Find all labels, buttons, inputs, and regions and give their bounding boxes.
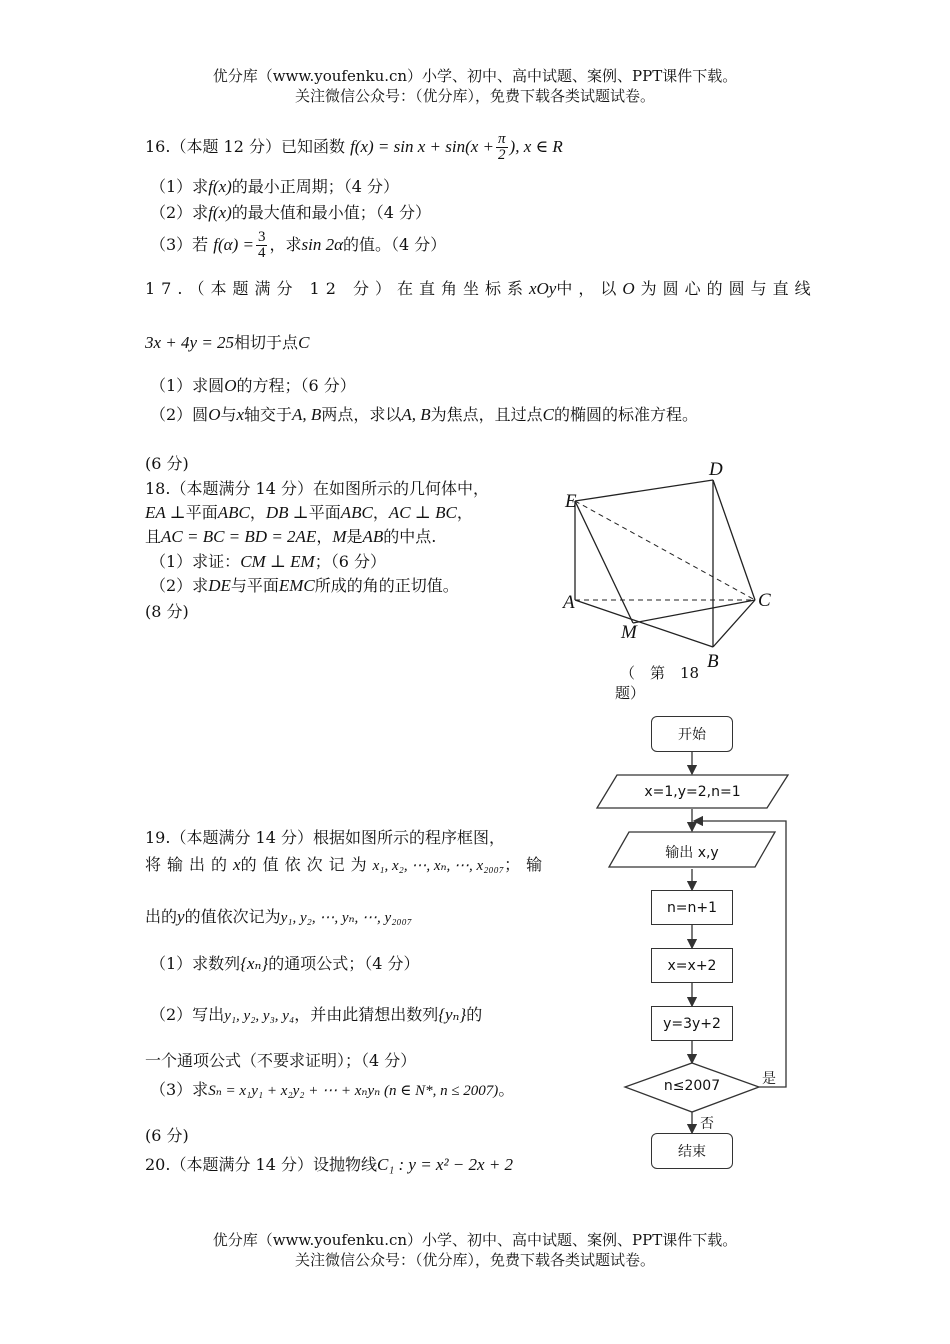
label-m: M: [621, 622, 637, 643]
flowchart-init: x=1,y=2,n=1: [644, 784, 741, 800]
q16-part-1: （1）求f(x)的最小正周期；（4 分）: [150, 177, 400, 196]
label-c: C: [758, 590, 771, 611]
q17-stem: 17.（本题满分 12 分）在直角坐标系xOy中，以O为圆心的圆与直线: [145, 279, 817, 298]
flowchart-condition: n≤2007: [663, 1078, 721, 1094]
flowchart-step-y: y=3y+2: [651, 1006, 733, 1041]
q19-stem-2: 将输出的x的值依次记为x₁, x₂, ⋯, xₙ, ⋯, x₂₀₀₇；输: [145, 855, 549, 874]
figure-caption-1: （ 第 18: [620, 664, 700, 682]
header-line-2: 关注微信公众号：（优分库），免费下载各类试题试卷。: [294, 87, 655, 105]
label-b: B: [707, 651, 719, 672]
q16-stem: 16.（本题 12 分）已知函数 f(x) = sin x + sin(x + $\frac{\pi}{2}$ ), x ∈ R: [145, 131, 563, 163]
q17-score: (6 分): [145, 454, 189, 473]
q19-part-3: （3）求Sₙ = x₁y₁ + x₂y₂ + ⋯ + xₙyₙ (n ∈ N*, n ≤ 2007)。: [150, 1080, 515, 1099]
q19-part-2-cont: 一个通项公式（不要求证明）；（4 分）: [145, 1051, 417, 1070]
figure-caption-2: 题）: [615, 684, 646, 702]
flowchart-end: 结束: [651, 1133, 733, 1169]
q20-stem: 20.（本题满分 14 分）设抛物线C₁ : y = x² − 2x + 2: [145, 1155, 514, 1174]
q18-stem-3: 且AC = BC = BD = 2AE，M是AB的中点.: [145, 527, 437, 546]
q18-score: (8 分): [145, 602, 189, 621]
flowchart-yes-label: 是: [762, 1071, 776, 1087]
label-d: D: [709, 459, 723, 480]
q17-stem-2: 3x + 4y = 25相切于点C: [145, 333, 310, 352]
q19-stem-3: 出的y的值依次记为y₁, y₂, ⋯, yₙ, ⋯, y₂₀₀₇: [145, 907, 413, 926]
q18-stem-2: EA ⊥平面ABC，DB ⊥平面ABC，AC ⊥ BC，: [145, 503, 473, 522]
header-line-1: 优分库（www.youfenku.cn）小学、初中、高中试题、案例、PPT课件下载。: [212, 67, 738, 85]
label-e: E: [565, 491, 577, 512]
q19-stem: 19.（本题满分 14 分）根据如图所示的程序框图，: [145, 828, 505, 847]
flowchart-step-x: x=x+2: [651, 948, 733, 983]
q17-part-2: （2）圆O与x轴交于A, B两点，求以A, B为焦点，且过点C的椭圆的标准方程。: [150, 405, 698, 424]
flowchart-start: 开始: [651, 716, 733, 752]
q19-part-2: （2）写出y₁, y₂, y₃, y₄，并由此猜想出数列{yₙ}的: [150, 1005, 483, 1024]
q18-part-2: （2）求DE与平面EMC所成的角的正切值。: [150, 576, 459, 595]
flowchart-step-n: n=n+1: [651, 890, 733, 925]
q19-score: (6 分): [145, 1126, 189, 1145]
q18-stem: 18.（本题满分 14 分）在如图所示的几何体中，: [145, 479, 489, 498]
q19-part-1: （1）求数列{xₙ}的通项公式；（4 分）: [150, 954, 420, 973]
label-a: A: [563, 592, 575, 613]
q16-part-3: （3）若 f(α) = $\frac{3}{4}$ ，求sin 2α的值。（4 分）: [150, 229, 447, 261]
q18-part-1: （1）求证：CM ⊥ EM；（6 分）: [150, 552, 387, 571]
flowchart-no-label: 否: [700, 1116, 714, 1132]
flowchart-output: 输出 x,y: [665, 845, 719, 861]
footer-line-2: 关注微信公众号：（优分库），免费下载各类试题试卷。: [294, 1251, 655, 1269]
q16-part-2: （2）求f(x)的最大值和最小值；（4 分）: [150, 203, 432, 222]
footer-line-1: 优分库（www.youfenku.cn）小学、初中、高中试题、案例、PPT课件下载。: [212, 1231, 738, 1249]
q17-part-1: （1）求圆O的方程；（6 分）: [150, 376, 356, 395]
